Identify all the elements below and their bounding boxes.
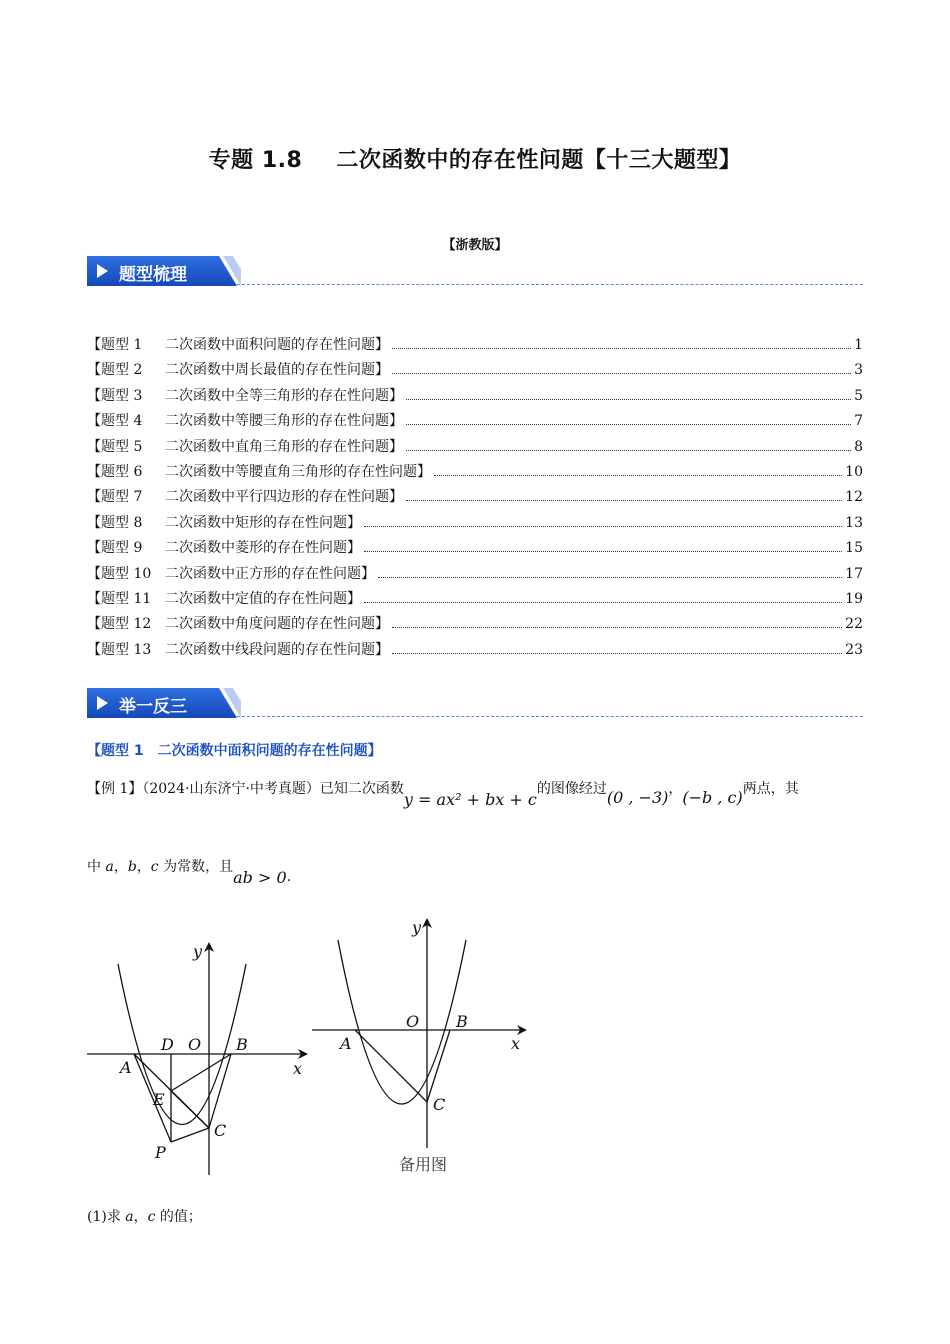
- edition-label: 【浙教版】: [442, 238, 508, 253]
- y-axis-label: y: [412, 918, 422, 937]
- toc-leader: [364, 602, 842, 603]
- toc-number: 【题型 11: [87, 590, 152, 607]
- point-label: O: [406, 1012, 420, 1031]
- figures: [0, 900, 950, 1220]
- example-label: 【例 1】: [87, 781, 143, 797]
- toc-leader: [406, 399, 851, 400]
- toc-number: 【题型 4: [87, 413, 143, 430]
- figure-2-labels: [338, 918, 520, 1114]
- toc-number: 【题型 1: [87, 337, 143, 353]
- parabola: [118, 964, 246, 1125]
- toc-leader: [392, 653, 842, 654]
- toc-text: 二次函数中等腰直角三角形的存在性问题】: [165, 463, 431, 480]
- toc-page: 23: [845, 641, 863, 658]
- example-text: .: [286, 869, 292, 885]
- toc-number: 【题型 7: [87, 489, 143, 506]
- figure-1-labels: [118, 942, 302, 1162]
- point-label: E: [153, 1090, 165, 1109]
- point-label: B: [236, 1035, 248, 1054]
- toc-page: 8: [854, 438, 863, 455]
- parabola: [338, 940, 466, 1104]
- point-label: C: [433, 1095, 446, 1114]
- toc-number: 【题型 9: [87, 540, 143, 557]
- toc-item[interactable]: [87, 536, 863, 561]
- toc-leader: [392, 627, 842, 628]
- toc-number: 【题型 3: [87, 387, 143, 404]
- toc-text: 二次函数中面积问题的存在性问题】: [165, 337, 389, 353]
- toc-leader: [364, 526, 842, 527]
- title-text: 二次函数中的存在性问题【十三大题型】: [336, 148, 742, 173]
- toc-text: 二次函数中平行四边形的存在性问题】: [165, 489, 403, 506]
- segment-CB: [427, 1030, 450, 1102]
- toc-leader: [406, 450, 851, 451]
- question-text: 的值；: [155, 1209, 202, 1225]
- example-source: （2024·山东济宁·中考真题）: [142, 781, 320, 797]
- toc-leader: [378, 577, 842, 578]
- toc-text: 二次函数中角度问题的存在性问题】: [165, 616, 389, 633]
- banner-label: 举一反三: [119, 697, 187, 717]
- condition: ab > 0: [233, 868, 287, 887]
- section-heading: [87, 740, 382, 760]
- banner-toc: [87, 256, 863, 288]
- table-of-contents: [87, 333, 863, 663]
- toc-page: 17: [845, 565, 863, 582]
- section-title: 二次函数中面积问题的存在性问题】: [157, 743, 382, 759]
- toc-number: 【题型 10: [87, 565, 152, 582]
- toc-page: 10: [845, 463, 863, 480]
- toc-page: 19: [845, 590, 863, 607]
- example-text: ，: [136, 859, 151, 875]
- example-text: ，: [668, 781, 683, 797]
- equation: y = ax² + bx + c: [403, 790, 537, 809]
- toc-item[interactable]: [87, 485, 863, 510]
- variable: c: [147, 1209, 156, 1225]
- figure-caption: 备用图: [399, 1155, 448, 1174]
- toc-text: 二次函数中线段问题的存在性问题】: [165, 641, 389, 658]
- toc-number: 【题型 5: [87, 438, 143, 455]
- toc-text: 二次函数中全等三角形的存在性问题】: [165, 387, 403, 404]
- page-title: [0, 143, 950, 174]
- point-label: A: [340, 1034, 352, 1053]
- y-axis-label: y: [193, 942, 203, 961]
- question-text: ，: [133, 1209, 148, 1225]
- toc-page: 13: [845, 514, 863, 531]
- section-number: 【题型 1: [87, 743, 144, 759]
- toc-page: 5: [854, 387, 863, 404]
- example-text: 已知二次函数: [319, 781, 404, 797]
- toc-text: 二次函数中直角三角形的存在性问题】: [165, 438, 403, 455]
- toc-page: 22: [845, 616, 863, 633]
- play-icon: [97, 264, 108, 278]
- banner-label: 题型梳理: [119, 265, 187, 285]
- toc-leader: [392, 348, 851, 349]
- toc-leader: [406, 500, 842, 501]
- toc-item[interactable]: [87, 511, 863, 536]
- toc-item[interactable]: [87, 333, 863, 358]
- example-line-2: [87, 856, 292, 887]
- dashed-rule: [237, 716, 863, 717]
- toc-item[interactable]: [87, 460, 863, 485]
- toc-leader: [434, 475, 842, 476]
- toc-item[interactable]: [87, 358, 863, 383]
- point-label: B: [456, 1012, 468, 1031]
- toc-page: 3: [854, 362, 863, 379]
- example-line-1: [87, 778, 799, 809]
- toc-item[interactable]: [87, 562, 863, 587]
- toc-page: 7: [854, 413, 863, 430]
- toc-text: 二次函数中矩形的存在性问题】: [165, 514, 361, 531]
- point-label: A: [120, 1058, 132, 1077]
- toc-item[interactable]: [87, 638, 863, 663]
- point-expression: (−b , c): [682, 788, 743, 807]
- point-expression: (0 , −3): [606, 788, 669, 807]
- dashed-rule: [237, 284, 863, 285]
- banner-practice: [87, 688, 863, 720]
- toc-item[interactable]: [87, 587, 863, 612]
- toc-number: 【题型 12: [87, 616, 152, 633]
- point-label: O: [188, 1035, 202, 1054]
- toc-text: 二次函数中菱形的存在性问题】: [165, 540, 361, 557]
- example-text: 为常数，且: [158, 859, 234, 875]
- toc-leader: [392, 373, 851, 374]
- variable: a: [125, 1209, 134, 1225]
- segment-PC: [171, 1128, 209, 1142]
- toc-text: 二次函数中正方形的存在性问题】: [165, 565, 375, 582]
- toc-item[interactable]: [87, 612, 863, 637]
- question-1: [87, 1206, 202, 1226]
- toc-page: 15: [845, 540, 863, 557]
- play-icon: [97, 696, 108, 710]
- toc-number: 【题型 13: [87, 641, 152, 658]
- variable: b: [127, 859, 137, 875]
- toc-number: 【题型 6: [87, 463, 143, 480]
- title-number: 专题 1.8: [208, 148, 303, 173]
- variable: a: [105, 859, 114, 875]
- toc-leader: [406, 424, 851, 425]
- toc-leader: [364, 551, 842, 552]
- x-axis-label: x: [293, 1059, 303, 1078]
- toc-text: 二次函数中周长最值的存在性问题】: [165, 362, 389, 379]
- point-label: D: [161, 1035, 174, 1054]
- question-text: (1)求: [87, 1209, 126, 1225]
- segment-AC: [355, 1030, 427, 1102]
- toc-page: 12: [845, 489, 863, 506]
- toc-number: 【题型 2: [87, 362, 143, 379]
- example-text: 两点，其: [742, 781, 799, 797]
- variable: c: [150, 859, 159, 875]
- toc-item[interactable]: [87, 409, 863, 434]
- toc-item[interactable]: [87, 435, 863, 460]
- example-text: ，: [113, 859, 128, 875]
- x-axis-label: x: [511, 1034, 521, 1053]
- point-label: C: [214, 1121, 227, 1140]
- toc-number: 【题型 8: [87, 514, 143, 531]
- example-text: 的图像经过: [536, 781, 607, 797]
- example-text: 中: [87, 859, 106, 875]
- toc-page: 1: [854, 337, 863, 353]
- toc-text: 二次函数中等腰三角形的存在性问题】: [165, 413, 403, 430]
- toc-item[interactable]: [87, 384, 863, 409]
- toc-text: 二次函数中定值的存在性问题】: [165, 590, 361, 607]
- point-label: P: [155, 1143, 166, 1162]
